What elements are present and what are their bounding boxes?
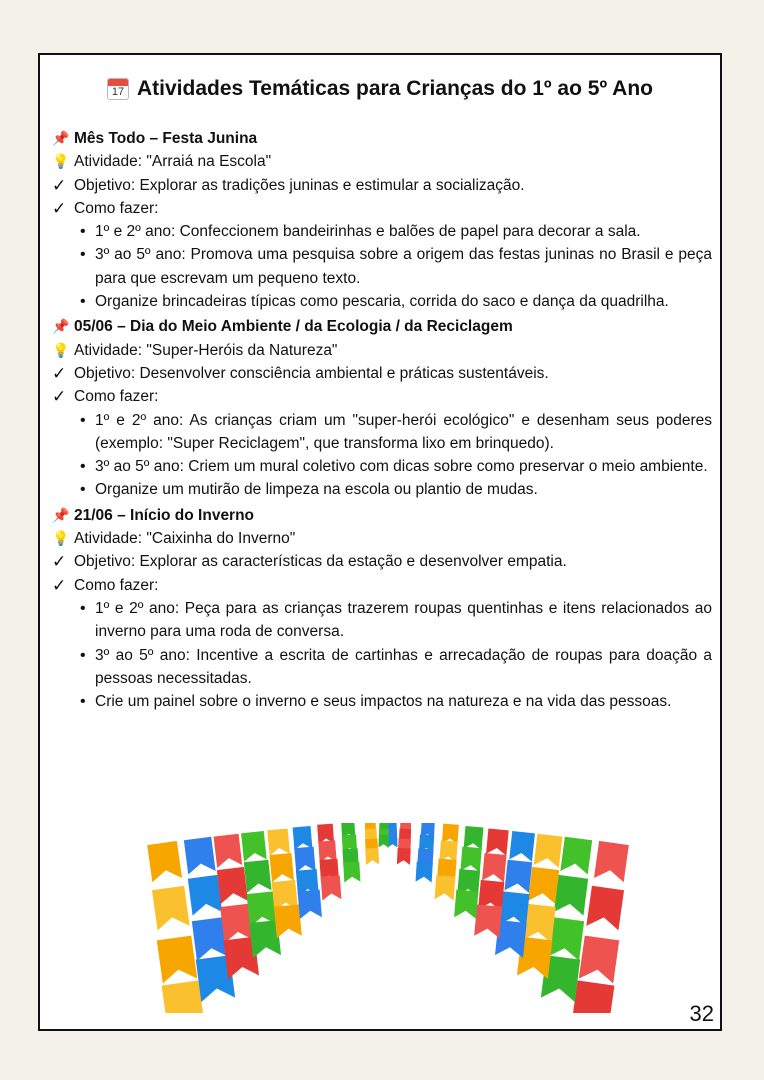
flag [474,904,502,938]
list-item: • 3º ao 5º ano: Promova uma pesquisa sobre a origem das festas juninas no Brasil e peça para que escrevam um pequeno texto. [83,243,712,290]
flag [486,828,509,855]
flag [269,853,294,882]
flag [534,834,563,868]
section-heading: 📌 05/06 – Dia do Meio Ambiente / da Ecologia / da Reciclagem [52,315,712,338]
objective-line: ✓ Objetivo: Explorar as tradições juninas e estimular a socialização. [52,174,712,197]
lightbulb-icon: 💡 [52,341,70,358]
bullet-list [52,597,712,713]
flag [579,936,620,984]
flag [244,860,272,893]
flag [554,875,588,916]
flag [594,841,629,882]
calendar-icon: 17 [107,78,129,100]
how-label: ✓ Como fazer: [52,197,712,220]
flag [147,841,182,882]
flag [504,860,532,893]
page-title [40,77,720,101]
pushpin-icon: 📌 [52,130,70,146]
page-number: 32 [689,1001,714,1026]
how-label: ✓ Como fazer: [52,574,712,597]
lightbulb-icon: 💡 [52,530,70,547]
checkmark-icon: ✓ [52,363,67,383]
flag [188,875,222,916]
flag [464,826,484,850]
checkmark-icon: ✓ [52,198,67,218]
bullet-list [52,220,712,313]
list-item: • 1º e 2º ano: Peça para as crianças trazerem roupas quentinhas e itens relacionados ao inverno para uma roda de conversa. [83,597,712,644]
objective-line: ✓ Objetivo: Explorar as características da estação e desenvolver empatia. [52,550,712,573]
checkmark-icon: ✓ [52,575,67,595]
flag [571,980,614,1013]
flag [460,847,481,873]
activity-line: 💡 Atividade: "Arraiá na Escola" [52,150,712,173]
flag [157,936,198,984]
flag [162,980,205,1013]
list-item: • Crie um painel sobre o inverno e seus impactos na natureza e na vida das pessoas. [83,690,712,713]
checkmark-icon: ✓ [52,387,67,407]
flag [184,837,216,875]
section-heading: 📌 Mês Todo – Festa Junina [52,127,712,150]
flag [365,848,379,865]
flag [217,867,248,904]
page [38,53,722,1031]
list-item: • 1º e 2º ano: As crianças criam um "super-herói ecológico" e desenham seus poderes (exemplo: "Super Reciclagem", que transforma lixo em brinquedo). [83,409,712,456]
flag [416,861,433,882]
page-title-text: Atividades Temáticas para Crianças do 1º ao 5º Ano [136,77,654,100]
section-meio-ambiente [52,315,712,501]
pushpin-icon: 📌 [52,506,70,523]
flag [528,867,559,904]
activity-line: 💡 Atividade: "Caixinha do Inverno" [52,527,712,550]
flag [454,890,478,919]
list-item: • 1º e 2º ano: Confeccionem bandeirinhas e balões de papel para decorar a sala. [83,220,712,243]
flag [241,831,267,862]
list-item: • Organize um mutirão de limpeza na escola ou plantio de mudas. [83,478,712,501]
section-festa-junina [52,127,712,313]
flag [293,826,313,850]
flag [294,847,315,873]
flag [321,875,342,900]
flag [298,890,322,919]
flag [482,853,507,882]
checkmark-icon: ✓ [52,175,67,195]
flag [560,837,592,875]
activity-line: 💡 Atividade: "Super-Heróis da Natureza" [52,339,712,362]
flag [379,835,390,848]
festa-junina-bunting [140,823,636,1013]
flag [509,831,535,862]
flag [586,886,624,931]
flag [435,875,456,900]
flag [343,861,360,882]
list-item: • Organize brincadeiras típicas como pescaria, corrida do saco e dança da quadrilha. [83,290,712,313]
content [52,127,712,713]
objective-line: ✓ Objetivo: Desenvolver consciência ambiental e práticas sustentáveis. [52,362,712,385]
pushpin-icon: 📌 [52,318,70,335]
checkmark-icon: ✓ [52,552,67,572]
section-inverno [52,504,712,714]
list-item: • 3º ao 5º ano: Incentive a escrita de cartinhas e arrecadação de roupas para doação a pessoas necessitadas. [83,644,712,691]
list-item: • 3º ao 5º ano: Criem um mural coletivo com dicas sobre como preservar o meio ambiente. [83,455,712,478]
lightbulb-icon: 💡 [52,153,70,170]
flag [214,834,243,868]
flag [274,904,302,938]
section-heading: 📌 21/06 – Início do Inverno [52,504,712,527]
flag [152,886,190,931]
flag [397,848,411,865]
how-label: ✓ Como fazer: [52,385,712,408]
bullet-list [52,409,712,502]
flag [267,828,290,855]
